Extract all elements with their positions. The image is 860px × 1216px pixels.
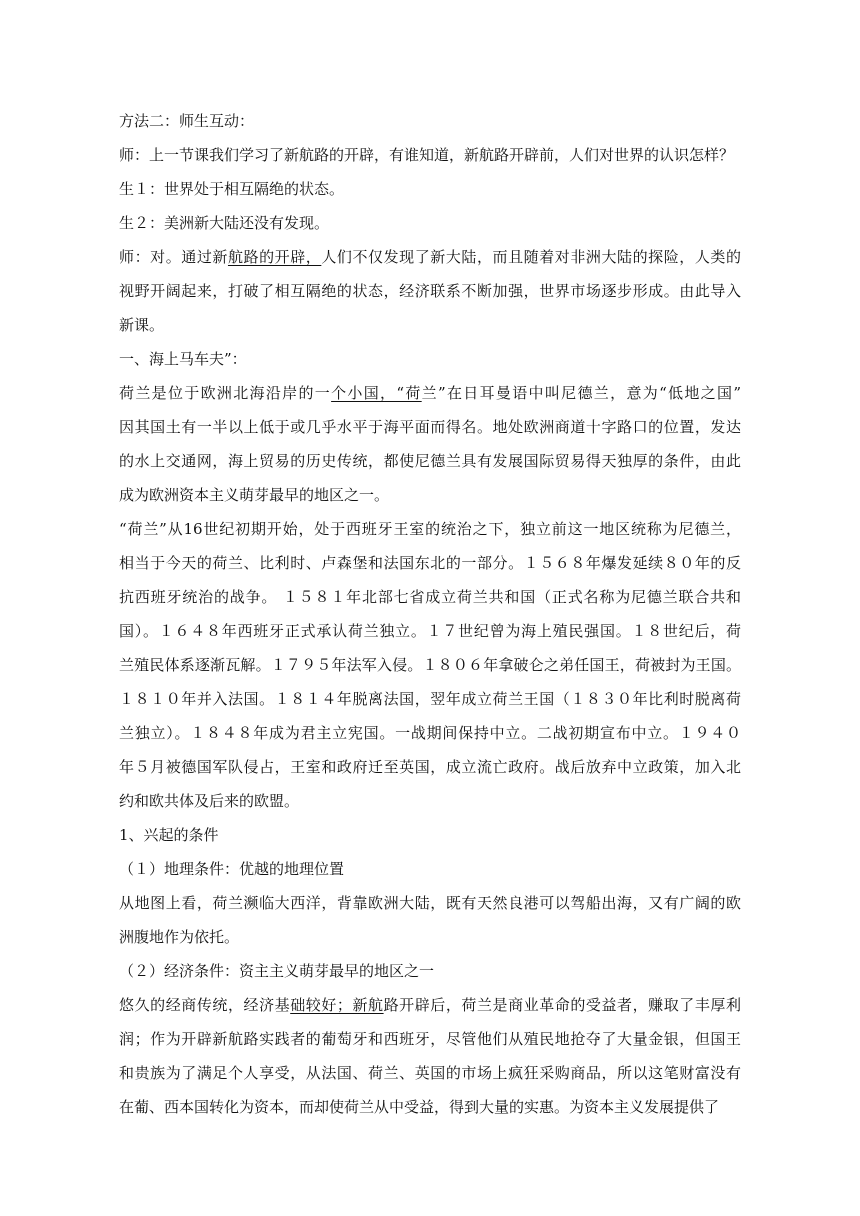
text-line xyxy=(119,410,741,444)
paragraph xyxy=(119,206,741,240)
text-run: 的水上交通网，海上贸易的历史传统，都使尼德兰具有发展国际贸易得天独厚的条件，由此 xyxy=(119,452,741,470)
text-line xyxy=(119,682,741,716)
text-line xyxy=(119,648,741,682)
text-run: （１）地理条件：优越的地理位置 xyxy=(119,860,345,878)
paragraph xyxy=(119,104,741,138)
text-line xyxy=(119,750,741,784)
text-run: “荷兰”从16世纪初期开始，处于西班牙王室的统治之下，独立前这一地区统称为尼德兰， xyxy=(119,520,741,538)
text-line xyxy=(119,954,741,988)
text-run: 兰”在日耳曼语中叫尼德兰，意为“低地之国” xyxy=(421,384,741,402)
text-run: 新课。 xyxy=(119,316,165,334)
text-run: 润；作为开辟新航路实践者的葡萄牙和西班牙，尽管他们从殖民地抢夺了大量金银，但国王 xyxy=(119,1030,741,1048)
text-run: 悠久的经商传统，经济基 xyxy=(119,996,291,1014)
text-line xyxy=(119,444,741,478)
paragraph xyxy=(119,852,741,886)
text-run: 人们不仅发现了新大陆，而且随着对非洲大陆的探险，人类的 xyxy=(321,248,741,266)
paragraph xyxy=(119,512,741,818)
text-line xyxy=(119,886,741,920)
text-run: 年５月被德国军队侵占，王室和政府迁至英国，成立流亡政府。战后放弃中立政策，加入北 xyxy=(119,758,741,776)
text-run: 相当于今天的荷兰、比利时、卢森堡和法国东北的一部分。１５６８年爆发延续８０年的反 xyxy=(119,554,741,572)
text-run: 1、兴起的条件 xyxy=(119,826,219,844)
text-line xyxy=(119,308,741,342)
text-line xyxy=(119,478,741,512)
text-run: 国）。１６４８年西班牙正式承认荷兰独立。１７世纪曾为海上殖民强国。１８世纪后，荷 xyxy=(119,622,741,640)
text-run: 成为欧洲资本主义萌芽最早的地区之一。 xyxy=(119,486,390,504)
text-run: １８１０年并入法国。１８１４年脱离法国，翌年成立荷兰王国（１８３０年比利时脱离荷 xyxy=(119,690,741,708)
text-line xyxy=(119,546,741,580)
text-run: 兰独立）。１８４８年成为君主立宪国。一战期间保持中立。二战初期宣布中立。１９４０ xyxy=(119,724,741,742)
text-line xyxy=(119,1090,741,1124)
paragraph xyxy=(119,240,741,342)
paragraph xyxy=(119,138,741,172)
text-line xyxy=(119,240,741,274)
text-run: 兰殖民体系逐渐瓦解。１７９５年法军入侵。１８０６年拿破仑之弟任国王，荷被封为王国。 xyxy=(119,656,741,674)
text-line xyxy=(119,1022,741,1056)
text-line xyxy=(119,920,741,954)
text-line xyxy=(119,512,741,546)
text-run: （２）经济条件：资主主义萌芽最早的地区之一 xyxy=(119,962,435,980)
text-line xyxy=(119,852,741,886)
text-run: 生１：世界处于相互隔绝的状态。 xyxy=(119,180,345,198)
text-run: 路开辟后，荷兰是商业革命的受益者，赚取了丰厚利 xyxy=(383,996,741,1014)
text-run: 和贵族为了满足个人享受，从法国、荷兰、英国的市场上疯狂采购商品，所以这笔财富没有 xyxy=(119,1064,741,1082)
text-run: 方法二：师生互动： xyxy=(119,112,255,130)
text-line xyxy=(119,784,741,818)
text-run: 师：上一节课我们学习了新航路的开辟，有谁知道，新航路开辟前，人们对世界的认识怎样？ xyxy=(119,146,735,164)
text-run: 抗西班牙统治的战争。 １５８１年北部七省成立荷兰共和国（正式名称为尼德兰联合共和 xyxy=(119,588,741,606)
text-line xyxy=(119,274,741,308)
text-run: 生２：美洲新大陆还没有发现。 xyxy=(119,214,330,232)
text-line xyxy=(119,716,741,750)
paragraph xyxy=(119,954,741,988)
text-line xyxy=(119,206,741,240)
text-line xyxy=(119,172,741,206)
text-run: 师：对。通过新 xyxy=(119,248,228,266)
text-line xyxy=(119,376,741,410)
underlined-text: 个小国，“荷 xyxy=(331,384,422,402)
text-run: 在葡、西本国转化为资本，而却使荷兰从中受益，得到大量的实惠。为资本主义发展提供了 xyxy=(119,1098,720,1116)
text-line xyxy=(119,614,741,648)
text-line xyxy=(119,818,741,852)
document-body xyxy=(119,104,741,1124)
text-line xyxy=(119,580,741,614)
text-run: 从地图上看，荷兰濒临大西洋，背靠欧洲大陆，既有天然良港可以驾船出海，又有广阔的欧 xyxy=(119,894,741,912)
text-run: 荷兰是位于欧洲北海沿岸的一 xyxy=(119,384,332,402)
paragraph xyxy=(119,818,741,852)
text-line xyxy=(119,988,741,1022)
text-run: 视野开阔起来，打破了相互隔绝的状态，经济联系不断加强，世界市场逐步形成。由此导入 xyxy=(119,282,741,300)
text-line xyxy=(119,104,741,138)
text-run: 一、海上马车夫”： xyxy=(119,350,247,368)
text-run: 约和欧共体及后来的欧盟。 xyxy=(119,792,300,810)
text-line xyxy=(119,138,741,172)
paragraph xyxy=(119,172,741,206)
text-run: 洲腹地作为依托。 xyxy=(119,928,240,946)
paragraph xyxy=(119,342,741,376)
text-run: 因其国土有一半以上低于或几乎水平于海平面而得名。地处欧洲商道十字路口的位置，发达 xyxy=(119,418,741,436)
text-line xyxy=(119,1056,741,1090)
paragraph xyxy=(119,886,741,954)
text-line xyxy=(119,342,741,376)
paragraph xyxy=(119,988,741,1124)
paragraph xyxy=(119,376,741,512)
underlined-text: 航路的开辟， xyxy=(227,248,322,266)
underlined-text: 础较好；新航 xyxy=(290,996,384,1014)
